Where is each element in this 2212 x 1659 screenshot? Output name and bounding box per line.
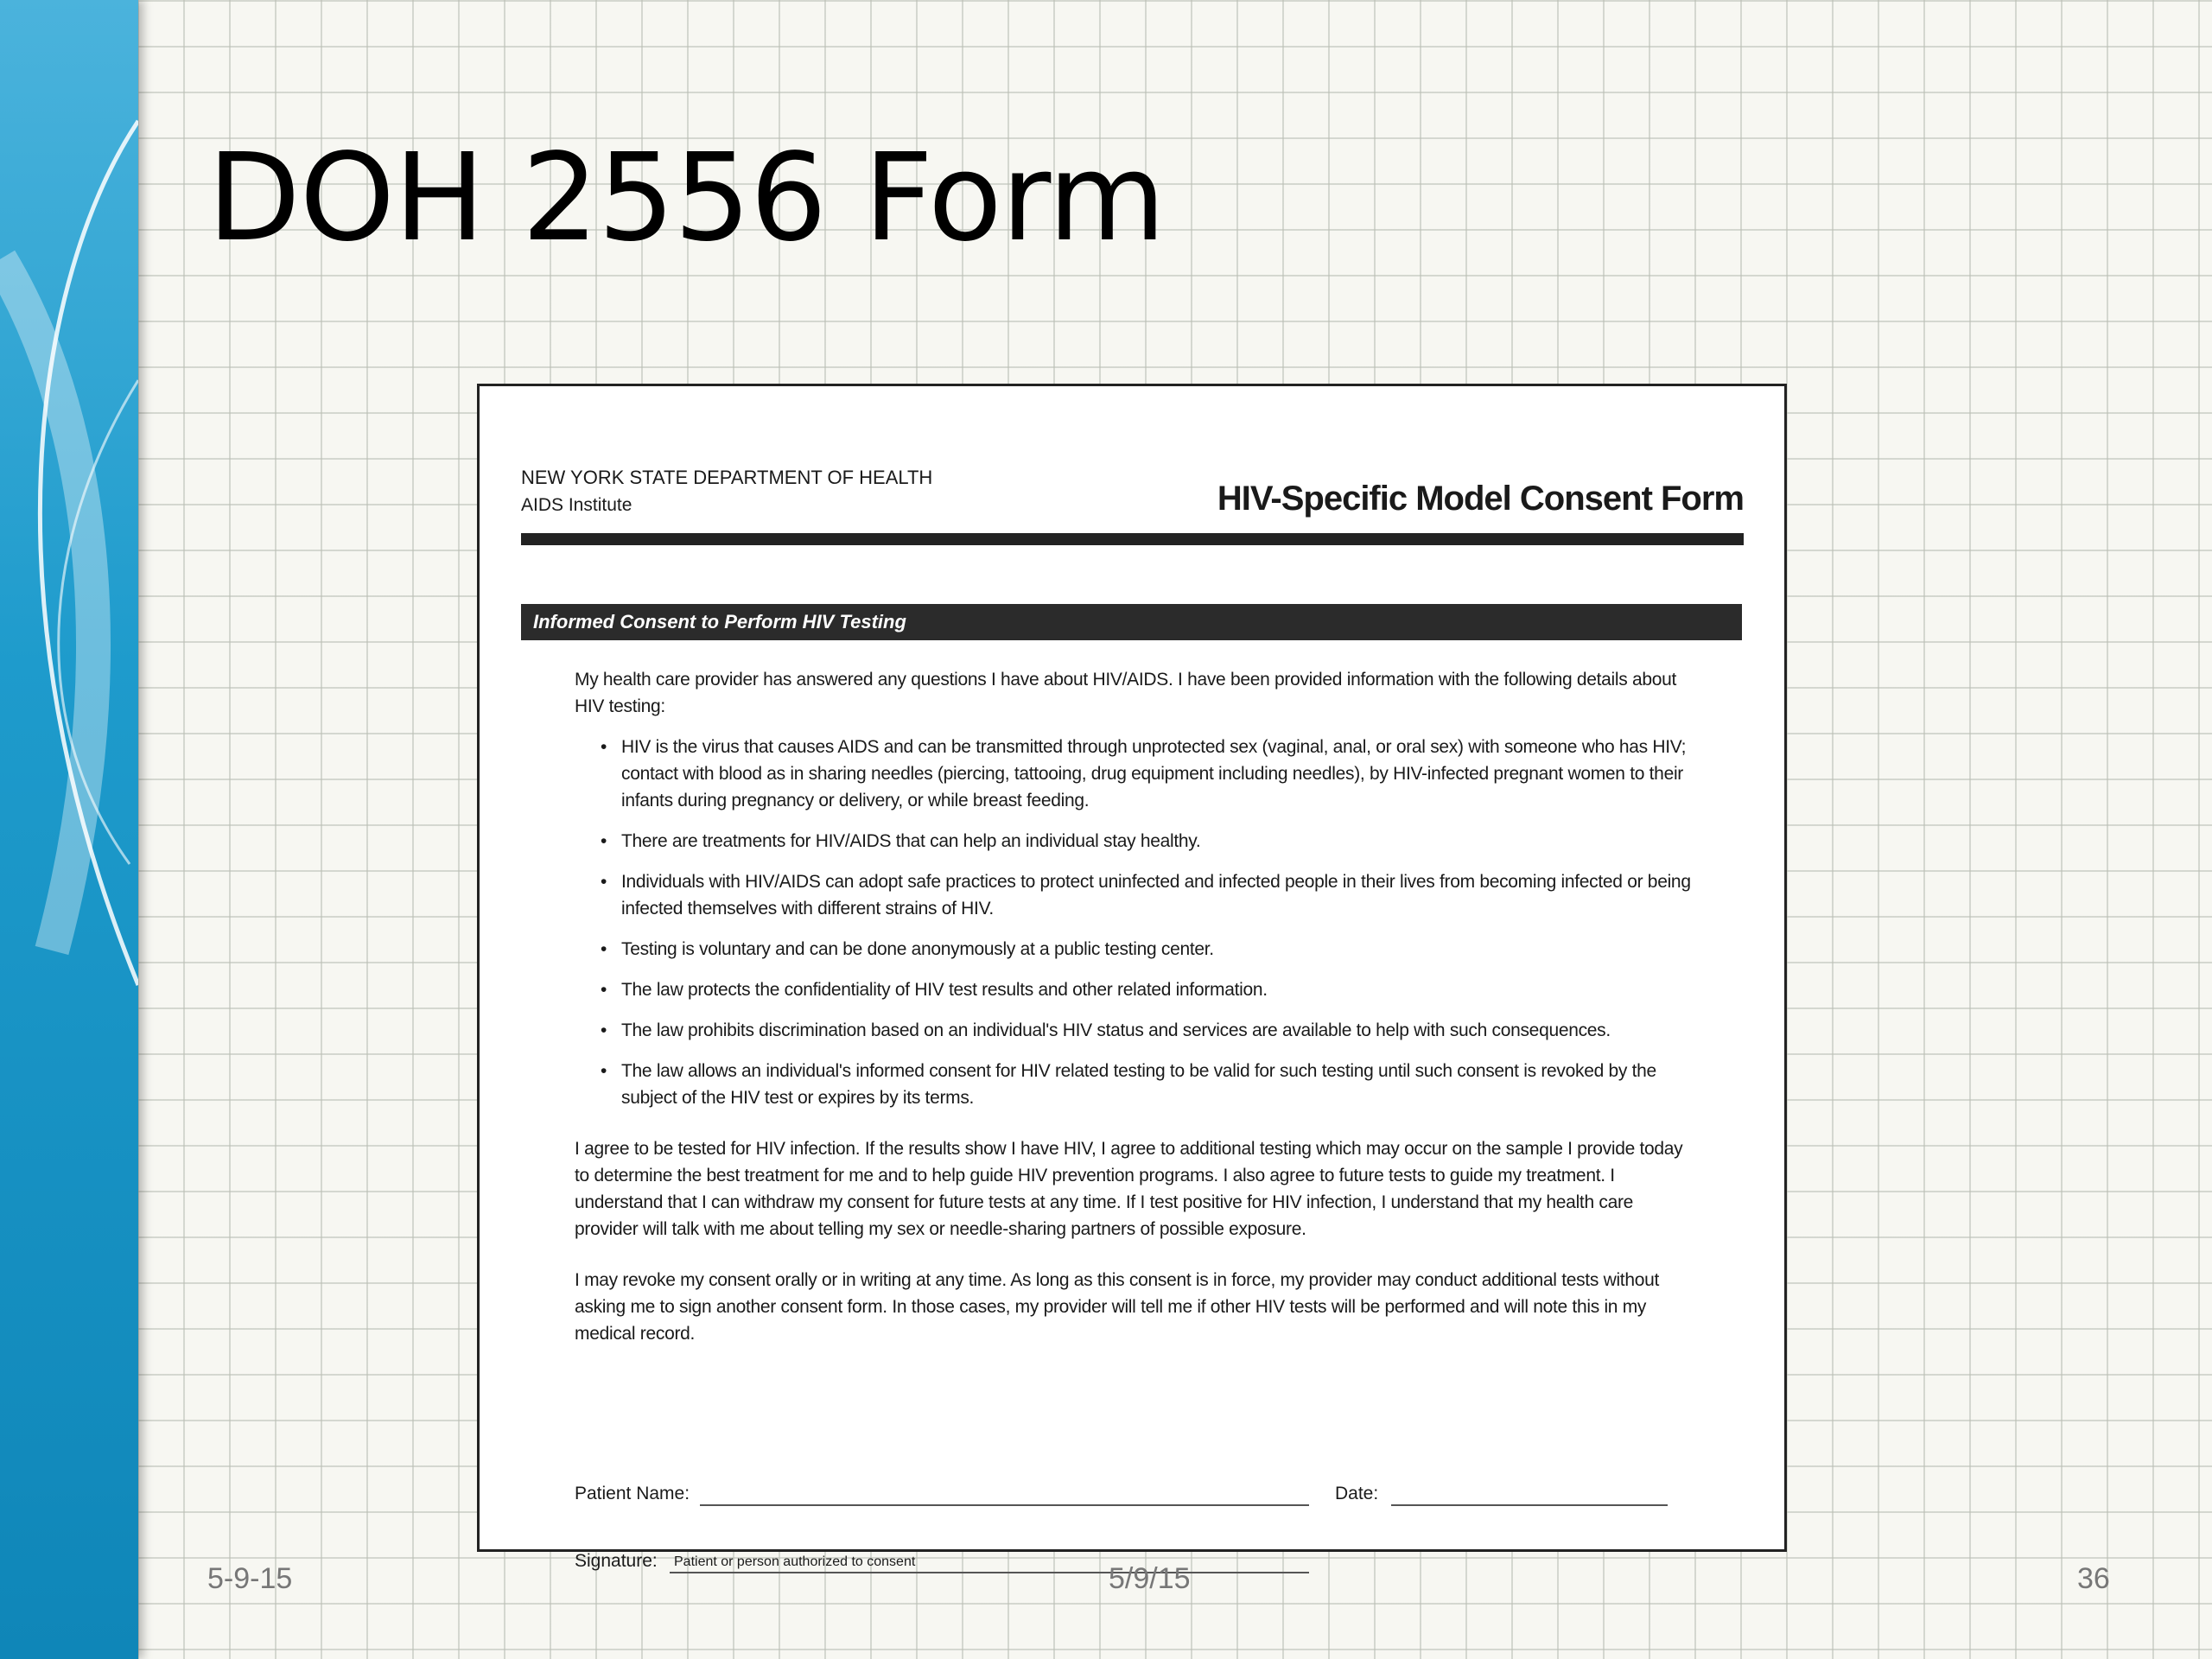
agency-name: NEW YORK STATE DEPARTMENT OF HEALTH	[521, 467, 933, 488]
bullet-icon: •	[601, 939, 607, 959]
slide-title: DOH 2556 Form	[207, 128, 1166, 269]
form-content	[521, 464, 1744, 1571]
swoosh-graphic	[0, 0, 138, 1659]
decorative-side-band	[0, 0, 138, 1659]
signature-line	[670, 1572, 1309, 1573]
list-item: • There are treatments for HIV/AIDS that can help an individual stay healthy.	[601, 828, 1698, 855]
list-item: • The law prohibits discrimination based on an individual's HIV status and services are available to help with such consequences.	[601, 1017, 1698, 1044]
bullet-icon: •	[601, 737, 607, 757]
agree-paragraph: I agree to be tested for HIV infection. If the results show I have HIV, I agree to additional testing which may occur on the sample I provide today to determine the best treatment for me and to help guide HIV prevention programs. I also agree to future tests to guide my treatment. I understand that I can withdraw my consent for future tests at any time. If I test positive for HIV infection, I understand that my health care provider will talk with me about telling my sex or needle-sharing partners of possible exposure.	[575, 1139, 1683, 1239]
heading-rule	[521, 533, 1744, 545]
footer-left-date: 5-9-15	[207, 1562, 293, 1595]
list-item: • HIV is the virus that causes AIDS and can be transmitted through unprotected sex (vaginal, anal, or oral sex) with someone who has HIV; contact with blood as in sharing needles (piercing, tattooing, drug equipment including needles), by HIV-infected pregnant women to their infants during pregnancy or delivery, or while breast feeding.	[601, 734, 1698, 814]
patient-name-label: Patient Name:	[575, 1484, 690, 1503]
signature-label: Signature:	[575, 1551, 658, 1571]
bullet-icon: •	[601, 980, 607, 1000]
list-item: • Testing is voluntary and can be done anonymously at a public testing center.	[601, 936, 1698, 963]
footer-center-date: 5/9/15	[1109, 1562, 1191, 1595]
list-item: • The law protects the confidentiality of HIV test results and other related information.	[601, 976, 1698, 1003]
revoke-paragraph: I may revoke my consent orally or in writing at any time. As long as this consent is in force, my provider may conduct additional tests without asking me to sign another consent form. In those cases, my provider will tell me if other HIV tests will be performed and will note this in my medical record.	[575, 1270, 1660, 1344]
date-label: Date:	[1335, 1484, 1379, 1503]
bullet-icon: •	[601, 831, 607, 851]
list-item: • The law allows an individual's informed consent for HIV related testing to be valid for such testing until such consent is revoked by the subject of the HIV test or expires by its terms.	[601, 1058, 1698, 1111]
form-image	[477, 384, 1787, 1571]
bullet-icon: •	[601, 1020, 607, 1040]
date-line	[1391, 1504, 1668, 1506]
intro-paragraph: My health care provider has answered any questions I have about HIV/AIDS. I have been provided information with the following details about HIV testing:	[575, 670, 1677, 716]
list-item: • Individuals with HIV/AIDS can adopt safe practices to protect uninfected and infected people in their lives from becoming infected or being infected themselves with different strains of HIV.	[601, 868, 1698, 922]
section-header: Informed Consent to Perform HIV Testing	[521, 604, 1742, 640]
form-heading: HIV-Specific Model Consent Form	[1217, 480, 1744, 518]
agency-sub: AIDS Institute	[521, 495, 632, 515]
signature-note: Patient or person authorized to consent	[674, 1554, 916, 1569]
bullet-icon: •	[601, 1061, 607, 1081]
bullet-icon: •	[601, 872, 607, 892]
form-body	[575, 666, 1698, 1361]
info-bullet-list	[575, 734, 1698, 1111]
patient-name-row	[575, 1484, 1698, 1518]
patient-name-line	[700, 1504, 1309, 1506]
slide-number: 36	[2077, 1562, 2110, 1595]
